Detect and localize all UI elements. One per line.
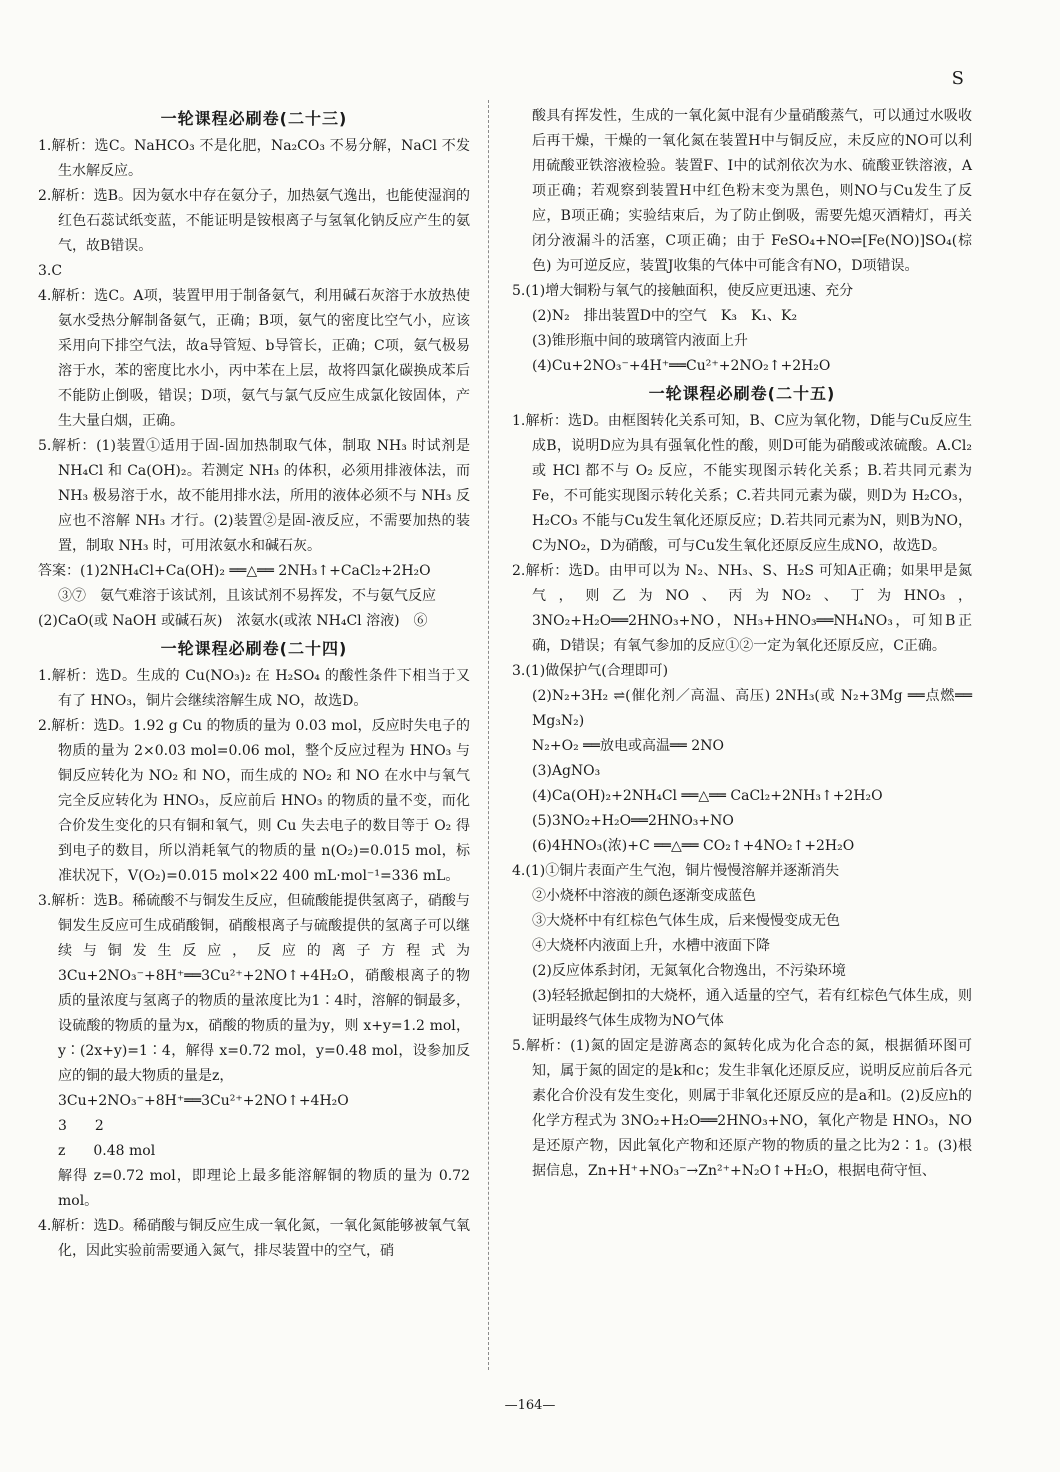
section-title: 一轮课程必刷卷(二十三)	[160, 109, 348, 128]
answer-line: 2.解析：选D。由甲可以为 N₂、NH₃、S、H₂S 可知A正确；如果甲是氮气，则乙为NO、丙为NO₂、丁为HNO₃，3NO₂+H₂O══2HNO₃+NO，NH₃+HNO₃══NH₄NO₃，可知B正确，D错误；有氧气参加的反应①②一定为氧化还原反应，C正确。	[512, 563, 972, 654]
answer-line: (4)Cu+2NO₃⁻+4H⁺══Cu²⁺+2NO₂↑+2H₂O	[532, 358, 831, 374]
answer-line: ②小烧杯中溶液的颜色逐渐变成蓝色	[532, 888, 756, 904]
answer-line: (3)AgNO₃	[532, 763, 601, 779]
answer-line: 1.解析：选D。生成的 Cu(NO₃)₂ 在 H₂SO₄ 的酸性条件下相当于又有了 HNO₃，铜片会继续溶解生成 NO，故选D。	[38, 668, 470, 709]
answer-line: 2.解析：选D。1.92 g Cu 的物质的量为 0.03 mol，反应时失电子的物质的量为 2×0.03 mol=0.06 mol，整个反应过程为 HNO₃ 与铜反应转化为 NO₂ 和 NO，而生成的 NO₂ 和 NO 在水中与氧气完全反应转化为 HNO₃，反应前后 HNO₃ 的物质的量不变，而化合价发生变化的只有铜和氧气，则 Cu 失去电子的数目等于 O₂ 得到电子的数目，所以消耗氧气的物质的量 n(O₂)=0.015 mol，标准状况下，V(O₂)=0.015 mol×22 400 mL·mol⁻¹=336 mL。	[38, 718, 470, 884]
answer-line: 5.解析：(1)装置①适用于固-固加热制取气体，制取 NH₃ 时试剂是 NH₄Cl 和 Ca(OH)₂。若测定 NH₃ 的体积，必须用排液体法，而 NH₃ 极易溶于水，故不能用排水法，所用的液体必须不与 NH₃ 反应也不溶解 NH₃ 才行。(2)装置②是固-液反应，不需要加热的装置，制取 NH₃ 时，可用浓氨水和碱石灰。	[38, 438, 470, 554]
answer-line: (2)N₂ 排出装置D中的空气 K₃ K₁、K₂	[532, 308, 798, 324]
left-column	[38, 104, 470, 1264]
answer-line: (4)Ca(OH)₂+2NH₄Cl ══△══ CaCl₂+2NH₃↑+2H₂O	[532, 788, 883, 804]
answer-line: ③大烧杯中有红棕色气体生成，后来慢慢变成无色	[532, 913, 840, 929]
answer-line: 3.(1)做保护气(合理即可)	[512, 663, 669, 679]
answer-line: z 0.48 mol	[58, 1143, 156, 1159]
page-number: —164—	[504, 1398, 556, 1413]
answer-line: 2.解析：选B。因为氨水中存在氨分子，加热氨气逸出，也能使湿润的红色石蕊试纸变蓝，不能证明是铵根离子与氢氧化钠反应产生的氨气，故B错误。	[38, 188, 470, 254]
answer-line: 3.C	[38, 263, 63, 279]
answer-line: 3Cu+2NO₃⁻+8H⁺══3Cu²⁺+2NO↑+4H₂O	[58, 1093, 349, 1109]
section-title: 一轮课程必刷卷(二十四)	[160, 639, 348, 658]
answer-line: 1.解析：选D。由框图转化关系可知，B、C应为氧化物，D能与Cu反应生成B，说明D应为具有强氧化性的酸，则D可能为硝酸或浓硫酸。A.Cl₂ 或 HCl 都不与 O₂ 反应，不能实现图示转化关系；B.若共同元素为Fe，不可能实现图示转化关系；C.若共同元素为碳，则D为 H₂CO₃，H₂CO₃ 不能与Cu发生氧化还原反应；D.若共同元素为N，则B为NO，C为NO₂，D为硝酸，可与Cu发生氧化还原反应生成NO，故选D。	[512, 413, 972, 554]
answer-line: 3 2	[58, 1118, 104, 1134]
answer-line: (5)3NO₂+H₂O══2HNO₃+NO	[532, 813, 734, 829]
answer-line: 4.(1)①铜片表面产生气泡，铜片慢慢溶解并逐渐消失	[512, 863, 840, 879]
answer-line: (3)轻轻掀起倒扣的大烧杯，通入适量的空气，若有红棕色气体生成，则证明最终气体生成物为NO气体	[532, 988, 972, 1029]
answer-line: (2)CaO(或 NaOH 或碱石灰) 浓氨水(或浓 NH₄Cl 溶液) ⑥	[38, 613, 428, 629]
section-title: 一轮课程必刷卷(二十五)	[648, 384, 836, 403]
answer-line: N₂+O₂ ══放电或高温══ 2NO	[532, 738, 724, 754]
answer-line: 4.解析：选C。A项，装置甲用于制备氨气，利用碱石灰溶于水放热使氨水受热分解制备氨气，正确；B项，氨气的密度比空气小，应该采用向下排空气法，故a导管短、b导管长，正确；C项，氨气极易溶于水，苯的密度比水小，丙中苯在上层，故将四氯化碳换成苯后不能防止倒吸，错误；D项，氨气与氯气反应生成氯化铵固体，产生大量白烟，正确。	[38, 288, 470, 429]
answer-line: 酸具有挥发性，生成的一氧化氮中混有少量硝酸蒸气，可以通过水吸收后再干燥，干燥的一氧化氮在装置H中与铜反应，未反应的NO可以利用硫酸亚铁溶液检验。装置F、I中的试剂依次为水、硫酸亚铁溶液，A项正确；若观察到装置H中红色粉末变为黑色，则NO与Cu发生了反应，B项正确；实验结束后，为了防止倒吸，需要先熄灭酒精灯，再关闭分液漏斗的活塞，C项正确；由于 FeSO₄+NO⇌[Fe(NO)]SO₄(棕色) 为可逆反应，装置J收集的气体中可能含有NO，D项错误。	[532, 108, 972, 274]
answer-line: 5.解析：(1)氮的固定是游离态的氮转化成为化合态的氮，根据循环图可知，属于氮的固定的是k和c；发生非氧化还原反应，说明反应前后各元素化合价没有发生变化，则属于非氧化还原反应的是a和l。(2)反应h的化学方程式为 3NO₂+H₂O══2HNO₃+NO，氧化产物是 HNO₃，NO是还原产物，因此氧化产物和还原产物的物质的量之比为2∶1。(3)根据信息，Zn+H⁺+NO₃⁻→Zn²⁺+N₂O↑+H₂O，根据电荷守恒、	[512, 1038, 972, 1179]
answer-line: 1.解析：选C。NaHCO₃ 不是化肥，Na₂CO₃ 不易分解，NaCl 不发生水解反应。	[38, 138, 470, 179]
answer-line: 3.解析：选B。稀硫酸不与铜发生反应，但硫酸能提供氢离子，硝酸与铜发生反应可生成硝酸铜，硝酸根离子与硫酸提供的氢离子可以继续与铜发生反应，反应的离子方程式为 3Cu+2NO₃⁻+8H⁺══3Cu²⁺+2NO↑+4H₂O，硝酸根离子的物质的量浓度与氢离子的物质的量浓度比为1∶4时，溶解的铜最多，设硫酸的物质的量为x，硝酸的物质的量为y，则 x+y=1.2 mol，y∶(2x+y)=1∶4，解得 x=0.72 mol，y=0.48 mol，设参加反应的铜的最大物质的量是z，	[38, 893, 470, 1084]
answer-line: 解得 z=0.72 mol，即理论上最多能溶解铜的物质的量为 0.72 mol。	[58, 1168, 470, 1209]
answer-line: (2)N₂+3H₂ ⇌(催化剂／高温、高压) 2NH₃(或 N₂+3Mg ══点燃══ Mg₃N₂)	[532, 688, 972, 729]
answer-line: 5.(1)增大铜粉与氧气的接触面积，使反应更迅速、充分	[512, 283, 854, 299]
corner-mark: S	[951, 68, 964, 89]
answer-line: ④大烧杯内液面上升，水槽中液面下降	[532, 938, 770, 954]
right-column	[512, 104, 972, 1184]
answer-line: ③⑦ 氨气难溶于该试剂，且该试剂不易挥发，不与氨气反应	[58, 588, 436, 604]
column-divider	[488, 100, 489, 1370]
answer-line: (2)反应体系封闭，无氮氧化合物逸出，不污染环境	[532, 963, 846, 979]
answer-line: 4.解析：选D。稀硝酸与铜反应生成一氧化氮，一氧化氮能够被氧气氧化，因此实验前需要通入氮气，排尽装置中的空气，硝	[38, 1218, 470, 1259]
answer-line: (3)锥形瓶中间的玻璃管内液面上升	[532, 333, 748, 349]
answer-line: 答案：(1)2NH₄Cl+Ca(OH)₂ ══△══ 2NH₃↑+CaCl₂+2H₂O	[38, 563, 431, 579]
answer-line: (6)4HNO₃(浓)+C ══△══ CO₂↑+4NO₂↑+2H₂O	[532, 838, 855, 854]
